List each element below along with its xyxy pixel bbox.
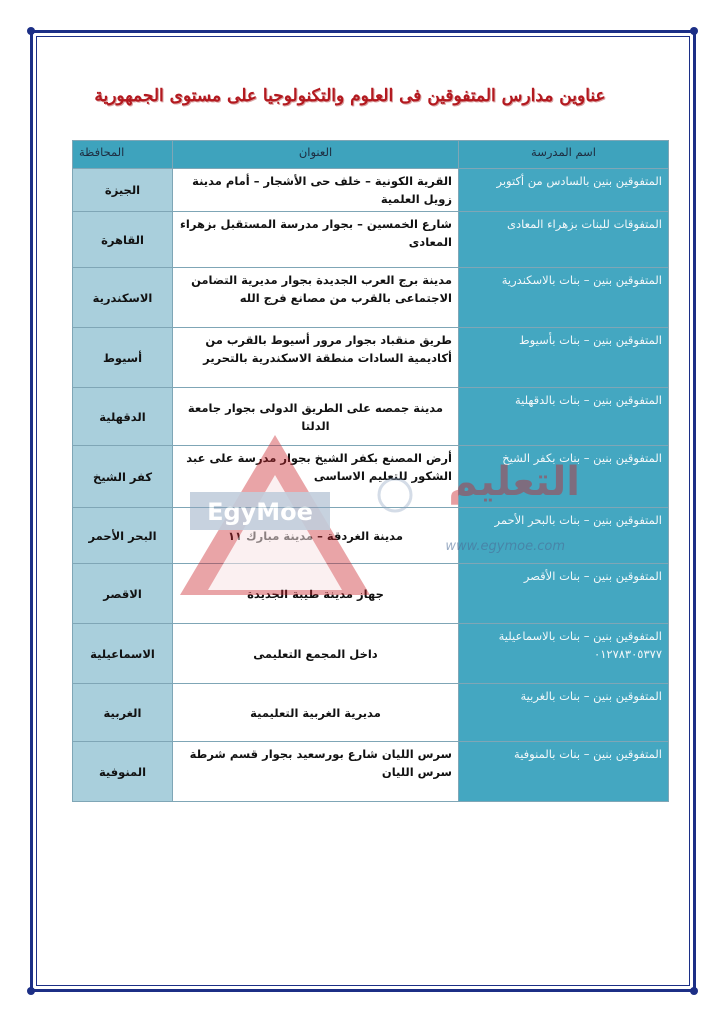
governorate: أسيوط bbox=[73, 328, 173, 388]
table-row bbox=[73, 212, 669, 268]
school-name: المتفوقين بنين – بنات بالغربية bbox=[459, 684, 669, 742]
school-name: المتفوقين بنين – بنات الأقصر bbox=[459, 564, 669, 624]
table-row bbox=[73, 564, 669, 624]
governorate: الاقصر bbox=[73, 564, 173, 624]
school-address: مدينة برج العرب الجديدة بجوار مديرية التضامن الاجتماعى بالقرب من مصانع فرج الله bbox=[173, 268, 459, 328]
school-address: جهاز مدينة طيبة الجديدة bbox=[173, 564, 459, 624]
table-row bbox=[73, 169, 669, 212]
governorate: القاهرة bbox=[73, 212, 173, 268]
governorate: البحر الأحمر bbox=[73, 508, 173, 564]
school-address: مديرية الغربية التعليمية bbox=[173, 684, 459, 742]
school-name: المتفوقين بنين – بنات بالدقهلية bbox=[459, 388, 669, 446]
schools-table bbox=[72, 140, 669, 802]
governorate: الاسكندرية bbox=[73, 268, 173, 328]
governorate: الدقهلية bbox=[73, 388, 173, 446]
school-name: المتفوقات للبنات بزهراء المعادى bbox=[459, 212, 669, 268]
table-row bbox=[73, 624, 669, 684]
watermark-url: www.egymoe.com bbox=[445, 539, 565, 554]
school-name: المتفوقين بنين بالسادس من أكتوبر bbox=[459, 169, 669, 212]
governorate: المنوفية bbox=[73, 742, 173, 802]
school-name: المتفوقين بنين – بنات بالبحر الأحمر bbox=[459, 508, 669, 564]
table-row bbox=[73, 508, 669, 564]
school-name: المتفوقين بنين – بنات بأسيوط bbox=[459, 328, 669, 388]
watermark-brand: EgyMoe bbox=[207, 498, 313, 526]
school-address: القرية الكونية – خلف حى الأشجار – أمام مدينة زويل العلمية bbox=[173, 169, 459, 212]
school-name: المتفوقين بنين – بنات بكفر الشيخ bbox=[459, 446, 669, 508]
governorate: كفر الشيخ bbox=[73, 446, 173, 508]
governorate: الاسماعيلية bbox=[73, 624, 173, 684]
corner-dot bbox=[27, 27, 35, 35]
school-address: سرس الليان شارع بورسعيد بجوار قسم شرطة سرس الليان bbox=[173, 742, 459, 802]
school-address: شارع الخمسين – بجوار مدرسة المستقبل بزهراء المعادى bbox=[173, 212, 459, 268]
school-address: داخل المجمع التعليمى bbox=[173, 624, 459, 684]
governorate: الجيزة bbox=[73, 169, 173, 212]
corner-dot bbox=[690, 987, 698, 995]
school-name: المتفوقين بنين – بنات بالاسكندرية bbox=[459, 268, 669, 328]
school-address: مدينة جمصه على الطريق الدولى بجوار جامعة الدلتا bbox=[173, 388, 459, 446]
table-row bbox=[73, 684, 669, 742]
corner-dot bbox=[27, 987, 35, 995]
table-row bbox=[73, 446, 669, 508]
table-row bbox=[73, 268, 669, 328]
school-address: مدينة الغردقة – مدينة مبارك ١١ bbox=[173, 508, 459, 564]
school-name: المتفوقين بنين – بنات بالاسماعيلية ٠١٢٧٨٣٠٥٣٧٧ bbox=[459, 624, 669, 684]
school-address: أرض المصنع بكفر الشيخ بجوار مدرسة على عبد الشكور للتعليم الاساسى bbox=[173, 446, 459, 508]
corner-dot bbox=[690, 27, 698, 35]
header-address: العنوان bbox=[173, 141, 459, 169]
page-title: عناوين مدارس المتفوقين فى العلوم والتكنولوجيا على مستوى الجمهورية bbox=[94, 86, 606, 106]
table-header-row bbox=[73, 141, 669, 169]
watermark-arabic: التعليم bbox=[448, 459, 580, 505]
header-school: اسم المدرسة bbox=[459, 141, 669, 169]
table-row bbox=[73, 388, 669, 446]
table-row bbox=[73, 328, 669, 388]
governorate: الغربية bbox=[73, 684, 173, 742]
table-row bbox=[73, 742, 669, 802]
header-governorate: المحافظة bbox=[73, 141, 173, 169]
school-address: طريق منقباد بجوار مرور أسيوط بالقرب من أكاديمية السادات منطقة الاسكندرية بالتحرير bbox=[173, 328, 459, 388]
school-name: المتفوقين بنين – بنات بالمنوفية bbox=[459, 742, 669, 802]
